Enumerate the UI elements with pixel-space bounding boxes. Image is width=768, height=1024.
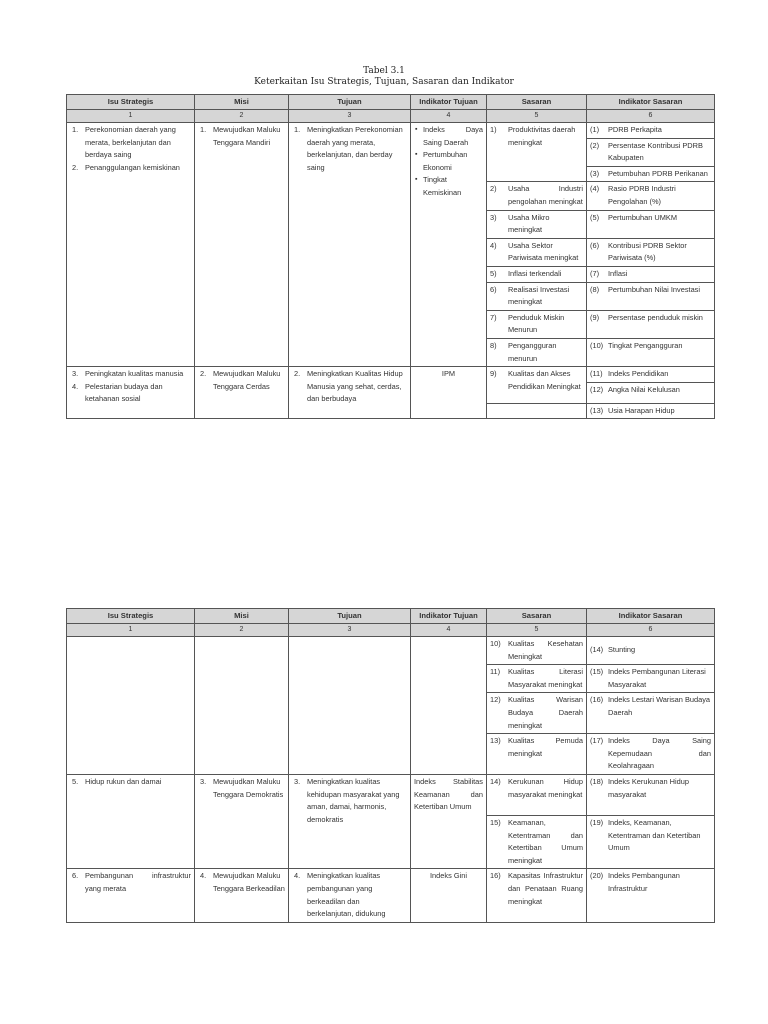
indikator-sasaran-cell: (14) Stunting bbox=[587, 637, 715, 665]
indikator-sasaran-cell: (18) Indeks Kerukunan Hidup masyarakat bbox=[587, 774, 715, 815]
indikator-sasaran-cell: (13) Usia Harapan Hidup bbox=[587, 403, 715, 419]
indikator-tujuan-cell bbox=[411, 123, 487, 367]
indikator-sasaran-cell: (11) Indeks Pendidikan bbox=[587, 367, 715, 383]
sasaran-cell: 10) Kualitas Kesehatan Meningkat bbox=[487, 637, 587, 665]
indikator-tujuan-cell: Indeks Gini bbox=[411, 869, 487, 922]
sasaran-cell: 3) Usaha Mikro meningkat bbox=[487, 210, 587, 238]
header-tujuan: Tujuan bbox=[289, 609, 411, 624]
indikator-sasaran-cell: (4) Rasio PDRB Industri Pengolahan (%) bbox=[587, 182, 715, 210]
isu-cell: 5. Hidup rukun dan damai bbox=[67, 774, 195, 868]
indikator-sasaran-cell: (20) Indeks Pembangunan Infrastruktur bbox=[587, 869, 715, 922]
indikator-sasaran-cell: (15) Indeks Pembangunan Literasi Masyarakat bbox=[587, 665, 715, 693]
list-item: 1. Perekonomian daerah yang merata, berkelanjutan dan berdaya saing bbox=[72, 125, 176, 160]
sasaran-cell: 4) Usaha Sektor Pariwisata meningkat bbox=[487, 238, 587, 266]
indikator-sasaran-cell: (12) Angka Nilai Kelulusan bbox=[587, 382, 715, 403]
sasaran-cell: 11) Kualitas Literasi Masyarakat meningkat bbox=[487, 665, 587, 693]
col-number: 4 bbox=[411, 110, 487, 123]
col-number: 4 bbox=[411, 624, 487, 637]
sasaran-cell: 14) Kerukunan Hidup masyarakat meningkat bbox=[487, 774, 587, 815]
sasaran-cell: 9) Kualitas dan Akses Pendidikan Meningkat bbox=[487, 367, 587, 404]
indikator-tujuan-cell: IPM bbox=[411, 367, 487, 419]
list-item: ▪ Indeks Daya Saing Daerah bbox=[414, 124, 483, 149]
col-number: 6 bbox=[587, 624, 715, 637]
indikator-tujuan-cell-empty bbox=[411, 637, 487, 775]
list-item: 2. Penanggulangan kemiskinan bbox=[72, 162, 180, 172]
header-tujuan: Tujuan bbox=[289, 95, 411, 110]
indikator-sasaran-cell: (1) PDRB Perkapita (2) Persentase Kontribusi PDRB Kabupaten (3) Petumbuhan PDRB Perikanan bbox=[587, 123, 715, 182]
col-number: 3 bbox=[289, 624, 411, 637]
indikator-sasaran-cell: (9) Persentase penduduk miskin bbox=[587, 310, 715, 338]
indikator-sasaran-cell: (19) Indeks, Keamanan, Ketentraman dan Ketertiban Umum bbox=[587, 815, 715, 868]
tujuan-cell: 4. Meningkatkan kualitas pembangunan yang berkeadilan dan berkelanjutan, didukung bbox=[289, 869, 411, 922]
indikator-sasaran-cell: (16) Indeks Lestari Warisan Budaya Daerah bbox=[587, 693, 715, 734]
misi-cell-empty bbox=[195, 637, 289, 775]
list-item: ▪ Tingkat Kemiskinan bbox=[414, 174, 483, 199]
indikator-sasaran-cell: (17) Indeks Daya Saing Kepemudaan dan Keolahragaan bbox=[587, 734, 715, 775]
strategic-table-part-2 bbox=[66, 608, 715, 923]
header-sasaran: Sasaran bbox=[487, 95, 587, 110]
header-indikator-sasaran: Indikator Sasaran bbox=[587, 95, 715, 110]
header-indikator-sasaran: Indikator Sasaran bbox=[587, 609, 715, 624]
sasaran-cell: 8) Pengangguran menurun bbox=[487, 338, 587, 366]
isu-cell bbox=[67, 367, 195, 419]
list-item: 4. Pelestarian budaya dan ketahanan sosial bbox=[72, 381, 163, 404]
list-item: 3. Peningkatan kualitas manusia bbox=[72, 369, 184, 379]
misi-cell: 2. Mewujudkan Maluku Tenggara Cerdas bbox=[195, 367, 289, 419]
header-indikator-tujuan: Indikator Tujuan bbox=[411, 95, 487, 110]
col-number: 2 bbox=[195, 110, 289, 123]
tujuan-cell-empty bbox=[289, 637, 411, 775]
indikator-sasaran-cell: (6) Kontribusi PDRB Sektor Pariwisata (%) bbox=[587, 238, 715, 266]
sasaran-cell: 7) Penduduk Miskin Menurun bbox=[487, 310, 587, 338]
isu-cell: 6. Pembangunan infrastruktur yang merata bbox=[67, 869, 195, 922]
sasaran-cell: 5) Inflasi terkendali bbox=[487, 266, 587, 282]
header-sasaran: Sasaran bbox=[487, 609, 587, 624]
header-isu-strategis: Isu Strategis bbox=[67, 609, 195, 624]
sasaran-cell: 1) Produktivitas daerah meningkat bbox=[487, 123, 587, 182]
indikator-sasaran-cell: (7) Inflasi bbox=[587, 266, 715, 282]
list-item: ▪ Pertumbuhan Ekonomi bbox=[414, 149, 483, 174]
table-subtitle: Keterkaitan Isu Strategis, Tujuan, Sasaran dan Indikator bbox=[254, 77, 514, 87]
header-misi: Misi bbox=[195, 609, 289, 624]
header-isu-strategis: Isu Strategis bbox=[67, 95, 195, 110]
indikator-sasaran-cell: (5) Pertumbuhan UMKM bbox=[587, 210, 715, 238]
indikator-sasaran-cell: (10) Tingkat Pengangguran bbox=[587, 338, 715, 366]
table-title: Tabel 3.1 bbox=[363, 66, 405, 76]
strategic-table-part-1 bbox=[66, 94, 715, 419]
col-number: 6 bbox=[587, 110, 715, 123]
isu-cell-empty bbox=[67, 637, 195, 775]
misi-cell: 4. Mewujudkan Maluku Tenggara Berkeadilan bbox=[195, 869, 289, 922]
sasaran-cell: 12) Kualitas Warisan Budaya Daerah meningkat bbox=[487, 693, 587, 734]
tujuan-cell: 3. Meningkatkan kualitas kehidupan masyarakat yang aman, damai, harmonis, demokratis bbox=[289, 774, 411, 868]
col-number: 1 bbox=[67, 110, 195, 123]
tujuan-cell: 2. Meningkatkan Kualitas Hidup Manusia yang sehat, cerdas, dan berbudaya bbox=[289, 367, 411, 419]
sasaran-cell: 2) Usaha Industri pengolahan meningkat bbox=[487, 182, 587, 210]
sasaran-cell-empty bbox=[487, 403, 587, 419]
indikator-sasaran-cell: (8) Pertumbuhan Nilai Investasi bbox=[587, 282, 715, 310]
isu-cell bbox=[67, 123, 195, 367]
sasaran-cell: 6) Realisasi Investasi meningkat bbox=[487, 282, 587, 310]
col-number: 5 bbox=[487, 110, 587, 123]
col-number: 5 bbox=[487, 624, 587, 637]
misi-cell: 1. Mewujudkan Maluku Tenggara Mandiri bbox=[195, 123, 289, 367]
col-number: 3 bbox=[289, 110, 411, 123]
header-indikator-tujuan: Indikator Tujuan bbox=[411, 609, 487, 624]
header-misi: Misi bbox=[195, 95, 289, 110]
sasaran-cell: 13) Kualitas Pemuda meningkat bbox=[487, 734, 587, 775]
tujuan-cell: 1. Meningkatkan Perekonomian daerah yang merata, berkelanjutan, dan berday saing bbox=[289, 123, 411, 367]
col-number: 1 bbox=[67, 624, 195, 637]
sasaran-cell: 16) Kapasitas Infrastruktur dan Penataan Ruang meningkat bbox=[487, 869, 587, 922]
indikator-tujuan-cell: Indeks Stabilitas Keamanan dan Ketertiban Umum bbox=[411, 774, 487, 868]
col-number: 2 bbox=[195, 624, 289, 637]
misi-cell: 3. Mewujudkan Maluku Tenggara Demokratis bbox=[195, 774, 289, 868]
sasaran-cell: 15) Keamanan, Ketentraman dan Ketertiban Umum meningkat bbox=[487, 815, 587, 868]
